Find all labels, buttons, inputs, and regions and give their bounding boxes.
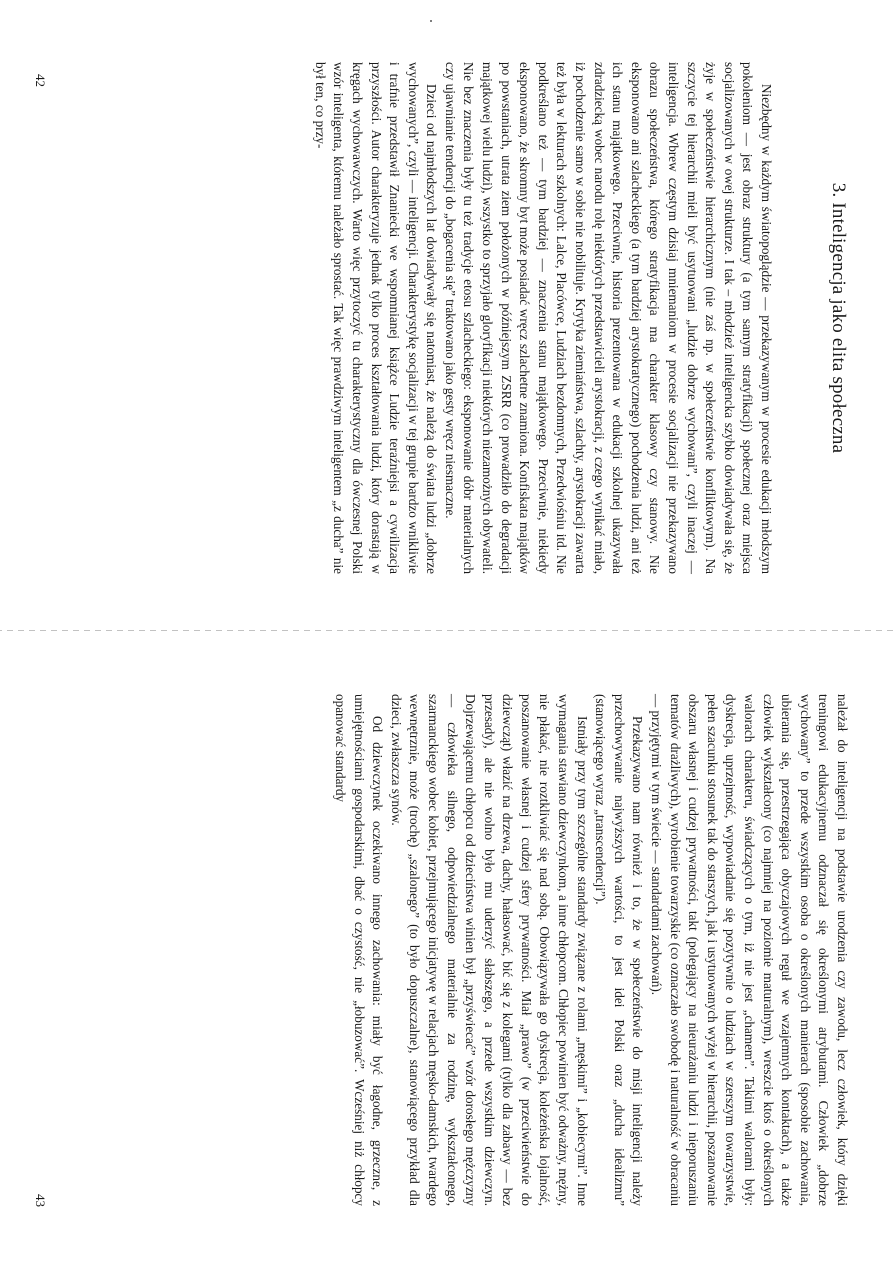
paragraph: Istniały przy tym szczególne standardy związane z rolami „męskimi” i „kobiecymi”. Inne wymagania stawiano dziewczynkom, a inne chłopcom. Chłopiec powinien być odważny, mężny, nie płakać, nie roztkliwiać się nad sobą. Obowiązywała go dyskrecja, koleżeńska lojalność, poszanowanie własnej i cudzej sfery prywatności. Miał „prawo” (w przeciwieństwie do dziewcząt) włazić na drzewa, dachy, hałasować, bić się z kolegami (tylko dla zabawy — bez przesady), ale nie wolno było mu uderzyć słabszego, a przede wszystkim dziewczyn. Dojrzewającemu chłopcu od dzieciństwa winien był „przyświecać” wzór dorosłego mężczyzny — człowieka silnego, odpowiedzialnego materialnie za rodzinę, wykształconego, szarmanckiego wobec kobiet, przejmującego inicjatywę w relacjach męsko-damskich, twardego wewnętrznie, może (trochę) „szalonego” (to było dopuszczalne), stanowiącego przykład dla dzieci, zwłaszcza synów. [388,694,590,1206]
right-page-body [330,694,851,1206]
gutter-line [0,630,893,631]
chapter-title: 3. Inteligencja jako elita społeczna [828,182,849,454]
right-page [0,632,893,1263]
scan-speck [430,20,432,22]
left-page [0,0,893,631]
left-page-body [310,62,775,574]
paragraph: należał do inteligencji na podstawie urodzenia czy zawodu, lecz człowiek, który dzięki treningowi edukacyjnemu odznaczał się określonymi atrybutami. Człowiek „dobrze wychowany” to przede wszystkim osoba o określonych manierach (sposobie zachowania, ubierania się, przestrzegająca obyczajowych reguł we wzajemnych kontaktach), a także człowiek wykształcony (co najmniej na poziomie maturalnym), wreszcie ktoś o określonych walorach charakteru, świadczących o tym, iż nie jest „chamem”. Takimi walorami były: dyskrecja, uprzejmość, wypowiadanie się pozytywnie o ludziach w szerszym towarzystwie, pełen szacunku stosunek tak do starszych, jak i usytuowanych wyżej w hierarchii, poszanowanie obszaru własnej i cudzej prywatności, takt (polegający na nieurażaniu ludzi i nieporuszaniu tematów drażliwych), wyrobienie towarzyskie (co oznaczało swobodę i naturalność w obracaniu — przyjętymi w tym świecie — standardami zachowań). [649,694,850,1206]
page-number: 43 [33,1194,48,1207]
paragraph: Od dziewczynek oczekiwano innego zachowania: miały być łagodne, grzeczne, z umiejętnościami gospodarskimi, dbać o czystość, nie „łobuzować”. Wcześniej niż chłopcy opanować standardy [332,694,386,1206]
paragraph: Niezbędny w każdym światopoglądzie — przekazywanym w procesie edukacji młodszym pokoleniom — jest obraz struktury (a tym samym stratyfikacji) społecznej oraz miejsca socjalizowanych w owej strukturze. I tak – młodzież inteligencka szybko dowiadywała się, że żyje w społeczeństwie hierarchicznym (nie zaś np. w społeczeństwie konfliktowym). Na szczycie tej hierarchii mieli być usytuowani „ludzie dobrze wychowani”, czyli inaczej — inteligencja. Wbrew częstym dzisiaj mniemaniom w procesie socjalizacji nie przekazywano obrazu społeczeństwa, którego stratyfikacja ma charakter klasowy czy stanowy. Nie eksponowano ani szlacheckiego (a tym bardziej arystokratycznego) pochodzenia ludzi, ani też ich stanu majątkowego. Przeciwnie, historia prezentowana w edukacji szkolnej ukazywała zdradziecką wobec narodu rolę niektórych przedstawicieli arystokracji, z czego wynikać miało, iż pochodzenie samo w sobie nie nobilituje. Krytyka ziemiaństwa, szlachty, arystokracji zawarta też była w lekturach szkolnych: Lalce, Placówce, Ludziach bezdomnych, Przedwiośniu itd. Nie podkreślano też — tym bardziej — znaczenia stanu majątkowego. Przeciwnie, niekiedy eksponowano, że skromny byt może posiadać wręcz szlachetne znamiona. Konfiskata majątków po powstaniach, utrata ziem położonych w późniejszym ZSRR (co prowadziło do degradacji majątkowej wielu ludzi), wszystko to sprzyjało gloryfikacji niektórych niezamożnych obywateli. Nie bez znaczenia były tu też tradycje etosu szlacheckiego: eksponowanie dóbr materialnych czy ujawnianie tendencji do „bogacenia się” traktowano jako gesty wręcz niesmaczne. [442,62,774,574]
page-number: 42 [33,74,48,87]
paragraph: Dzieci od najmłodszych lat dowiadywały się natomiast, że należą do świata ludzi „dobrze wychowanych”, czyli — inteligencji. Charakterystykę socjalizacji w tej grupie bardzo wnikliwie i trafnie przedstawił Znaniecki we wspomnianej książce Ludzie teraźniejsi a cywilizacja przyszłości. Autor charakteryzuje jednak tylko proces kształtowania ludzi, który dorastają w kręgach wychowawczych. Warto więc przytoczyć tu charakterystyczny dla ówczesnej Polski wzór inteligenta, któremu należało sprostać. Tak więc prawdziwym inteligentem „z ducha” nie był ten, co przy- [312,62,440,574]
paragraph: Przekazywano nam również i to, że w społeczeństwie do misji inteligencji należy przechowywanie najwyższych wartości, to jest idei Polski oraz „ducha idealizmu” (stanowiącego wyraz „transcendencji”). [593,694,646,1206]
